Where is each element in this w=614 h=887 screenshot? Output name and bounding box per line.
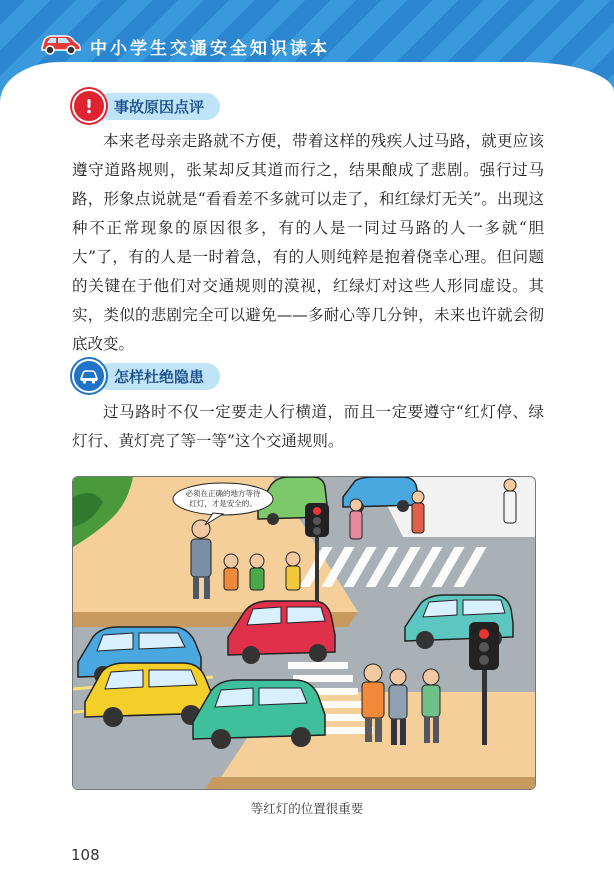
illustration-caption: 等红灯的位置很重要 bbox=[250, 801, 364, 816]
page-number: 108 bbox=[71, 846, 100, 864]
speech-bubble-line1: 必须在正确的地方等待 bbox=[185, 489, 261, 498]
speech-bubble-line2: 红灯，才是安全的。 bbox=[189, 499, 257, 508]
prevention-paragraph: 过马路时不仅一定要走人行横道，而且一定要遵守“红灯停、绿灯行、黄灯亮了等一等”这个交通规则。 bbox=[72, 403, 544, 450]
section-heading-accident-review bbox=[72, 92, 220, 120]
traffic-illustration bbox=[72, 476, 536, 790]
intersection-scene bbox=[73, 477, 535, 789]
book-title: 中小学生交通安全知识读本 bbox=[90, 39, 330, 59]
accident-review-paragraph: 本来老母亲走路就不方便，带着这样的残疾人过马路，就更应该遵守道路规则，张某却反其道而行之，结果酿成了悲剧。强行过马路，形象点说就是“看看差不多就可以走了，和红绿灯无关”。出现这种不正常现象的原因很多，有的人是一同过马路的人一多就“胆大”了，有的人是一时着急，有的人则纯粹是抱着侥幸心理。但问题的关键在于他们对交通规则的漠视，红绿灯对这些人形同虚设。其实，类似的悲剧完全可以避免——多耐心等几分钟，未来也许就会彻底改变。 bbox=[72, 132, 544, 353]
exclamation-icon bbox=[72, 89, 106, 123]
section-heading-label: 怎样杜绝隐患 bbox=[96, 363, 220, 390]
page-header bbox=[0, 0, 614, 68]
section-heading-prevention bbox=[72, 362, 220, 390]
section-heading-label: 事故原因点评 bbox=[96, 93, 220, 120]
car-shield-icon bbox=[72, 359, 106, 393]
car-logo-icon bbox=[38, 30, 82, 56]
